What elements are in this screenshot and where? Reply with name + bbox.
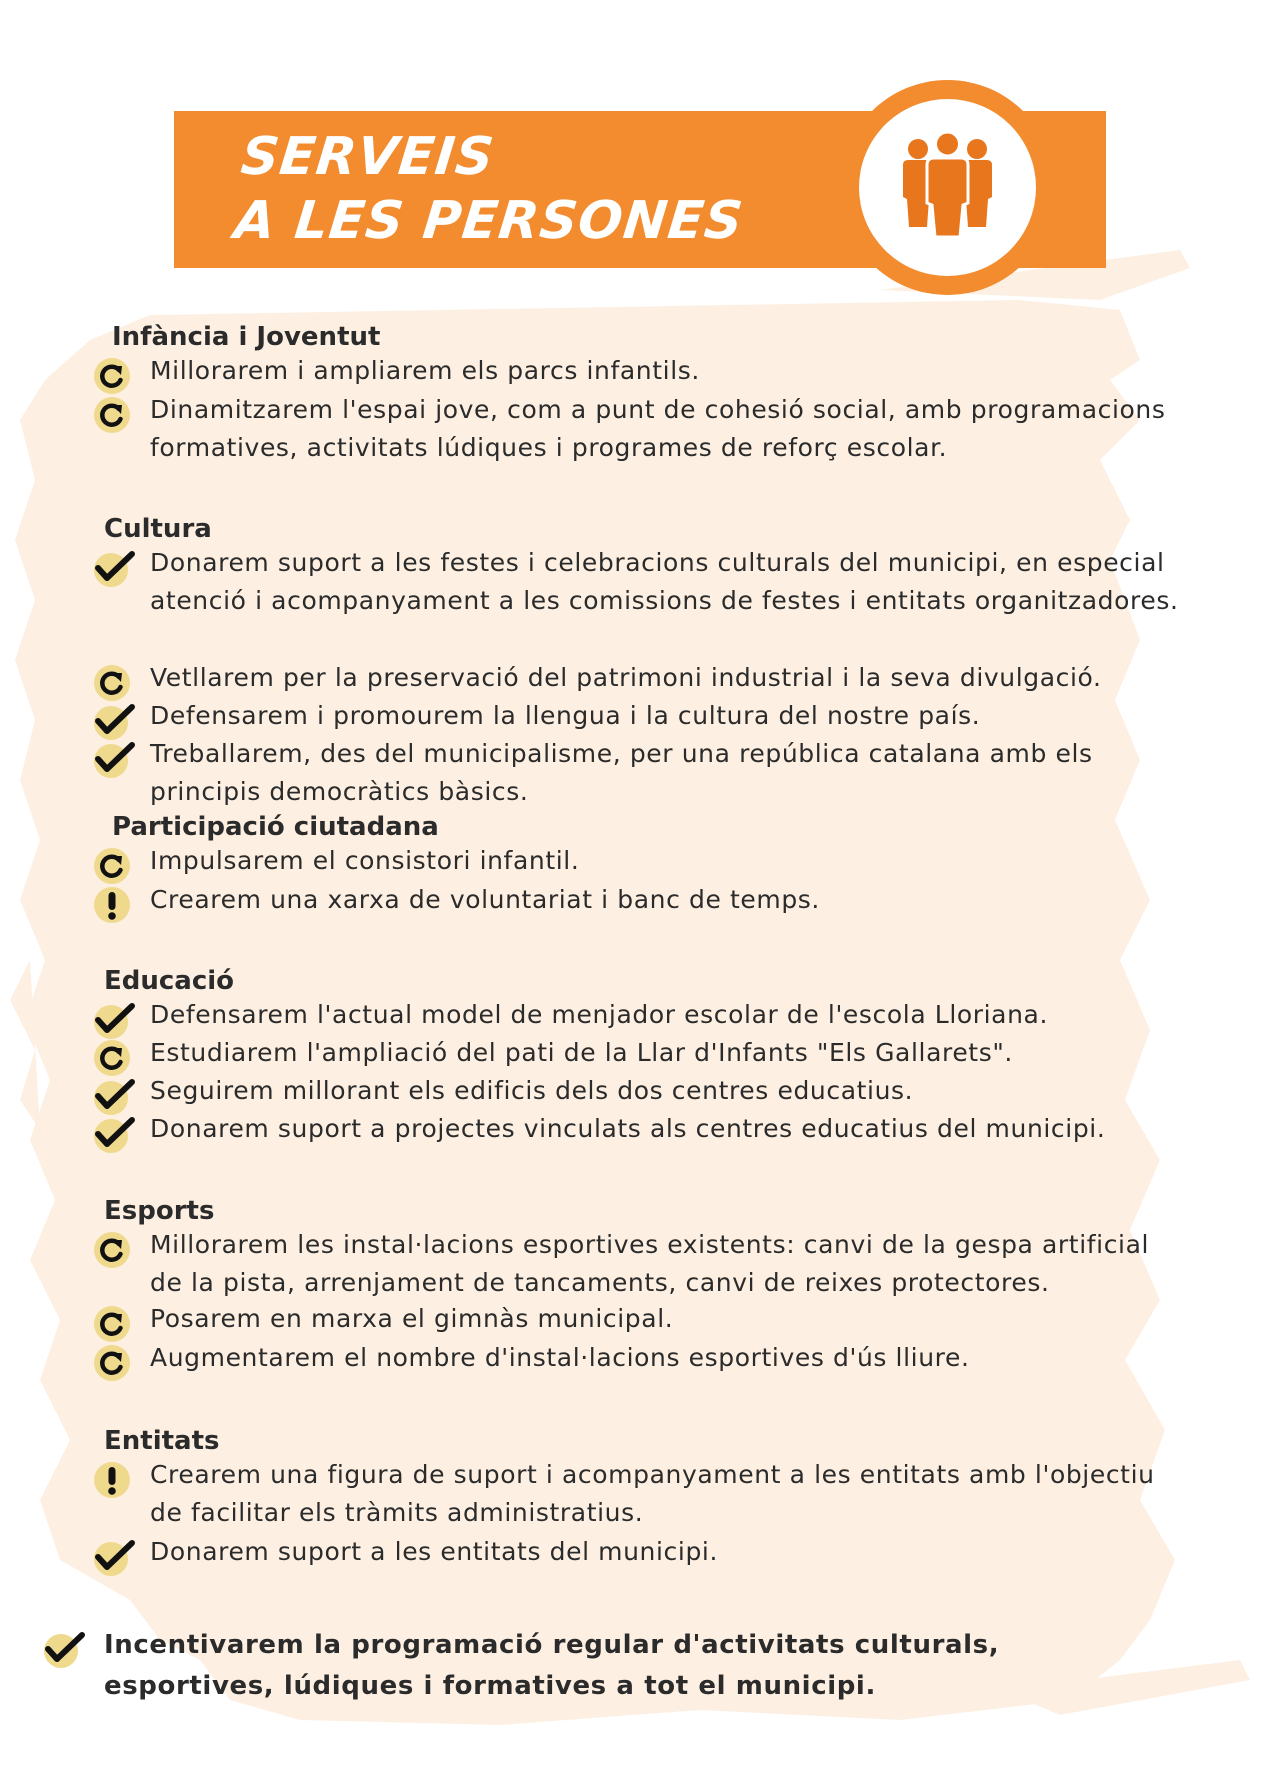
list-item-text: Millorarem i ampliarem els parcs infantils. [150,356,700,385]
exclamation-icon [92,885,132,925]
list-item-text: Dinamitzarem l'espai jove, com a punt de cohesió social, amb programacions formatives, activitats lúdiques i programes de reforç escolar. [150,395,1166,462]
refresh-icon [92,1343,132,1383]
list-item-text: Crearem una xarxa de voluntariat i banc de temps. [150,885,820,914]
list-item-text: Estudiarem l'ampliació del pati de la Llar d'Infants "Els Gallarets". [150,1038,1013,1067]
section-heading: Esports [104,1196,215,1226]
list-item-text: Defensarem l'actual model de menjador escolar de l'escola Lloriana. [150,1000,1049,1029]
logo-badge [840,80,1055,295]
page-title-line-2: A LES PERSONES [231,191,747,251]
section-heading: Infància i Joventut [112,322,381,352]
list-item-text: Treballarem, des del municipalisme, per una república catalana amb els principis democràtics bàsics. [150,739,1093,806]
exclamation-icon [92,1460,132,1500]
list-item-text: Defensarem i promourem la llengua i la cultura del nostre país. [150,701,981,730]
list-item-text: Vetllarem per la preservació del patrimoni industrial i la seva divulgació. [150,663,1102,692]
page-title-line-1: SERVEIS [238,127,498,187]
section-heading: Cultura [104,514,212,544]
check-icon [92,701,132,741]
list-item-text: Seguirem millorant els edificis dels dos centres educatius. [150,1076,914,1105]
refresh-icon [92,395,132,435]
check-icon [92,1114,132,1154]
list-item-text: Augmentarem el nombre d'instal·lacions esportives d'ús lliure. [150,1343,970,1372]
refresh-icon [92,356,132,396]
page-title [231,125,753,253]
list-item-text: Donarem suport a projectes vinculats als centres educatius del municipi. [150,1114,1106,1143]
check-icon [42,1629,82,1669]
list-item-text: Posarem en marxa el gimnàs municipal. [150,1304,674,1333]
refresh-icon [92,1304,132,1344]
list-item-text: Donarem suport a les festes i celebracions culturals del municipi, en especial atenció i acompanyament a les comissions de festes i entitats organitzadores. [150,548,1179,615]
people-group-icon [887,127,1008,248]
list-item-text: Incentivarem la programació regular d'activitats culturals, esportives, lúdiques i formatives a tot el municipi. [104,1630,1000,1701]
check-icon [92,548,132,588]
check-icon [92,1076,132,1116]
check-icon [92,739,132,779]
refresh-icon [92,846,132,886]
list-item-text: Crearem una figura de suport i acompanyament a les entitats amb l'objectiu de facilitar els tràmits administratius. [150,1460,1155,1527]
check-icon [92,1000,132,1040]
refresh-icon [92,663,132,703]
logo-inner-circle [859,99,1036,276]
section-heading: Educació [104,966,235,996]
list-item-text: Donarem suport a les entitats del municipi. [150,1537,718,1566]
section-heading: Participació ciutadana [112,812,439,842]
check-icon [92,1537,132,1577]
list-item-text: Millorarem les instal·lacions esportives existents: canvi de la gespa artificial de la pista, arrenjament de tancaments, canvi de reixes protectores. [150,1230,1150,1297]
refresh-icon [92,1230,132,1270]
section-heading: Entitats [104,1426,220,1456]
list-item-text: Impulsarem el consistori infantil. [150,846,580,875]
refresh-icon [92,1038,132,1078]
